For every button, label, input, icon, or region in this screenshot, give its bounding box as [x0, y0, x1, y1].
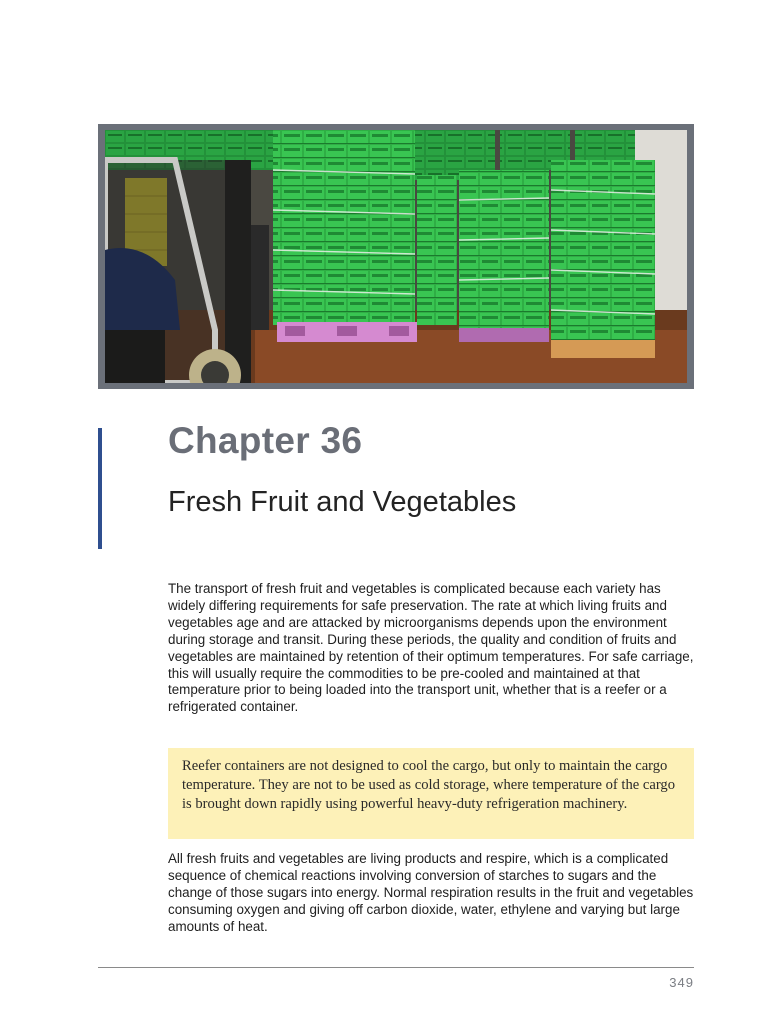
highlight-note-box	[168, 748, 694, 839]
chapter-accent-bar	[98, 428, 102, 549]
chapter-title: Fresh Fruit and Vegetables	[168, 486, 517, 518]
highlight-note-text: Reefer containers are not designed to cool the cargo, but only to maintain the cargo temperature. They are not to be used as cold storage, where temperature of the cargo is brought down rapidly using powerful heavy-duty refrigeration machinery.	[182, 758, 676, 813]
chapter-number: Chapter 36	[168, 420, 363, 461]
page-number: 349	[669, 975, 694, 990]
footer-divider	[98, 967, 694, 968]
forklift-crates-illustration	[105, 130, 687, 383]
chapter-photo	[105, 130, 687, 383]
chapter-photo-frame	[98, 124, 694, 389]
intro-paragraph: The transport of fresh fruit and vegetables is complicated because each variety has widely differing requirements for safe preservation. The rate at which living fruits and vegetables age and are attacked by microorganisms depends upon the environment during storage and transit. During these periods, the quality and condition of fruits and vegetables are maintained by retention of their optimum temperatures. For safe carriage, this will usually require the commodities to be pre-cooled and maintained at that temperature prior to being loaded into the transport unit, whether that is a reefer or a refrigerated container.	[168, 581, 694, 715]
respiration-paragraph: All fresh fruits and vegetables are living products and respire, which is a complicated sequence of chemical reactions involving conversion of starches to sugars and the change of those sugars into energy. Normal respiration results in the fruit and vegetables consuming oxygen and giving off carbon dioxide, water, ethylene and varying but large amounts of heat.	[168, 851, 694, 934]
